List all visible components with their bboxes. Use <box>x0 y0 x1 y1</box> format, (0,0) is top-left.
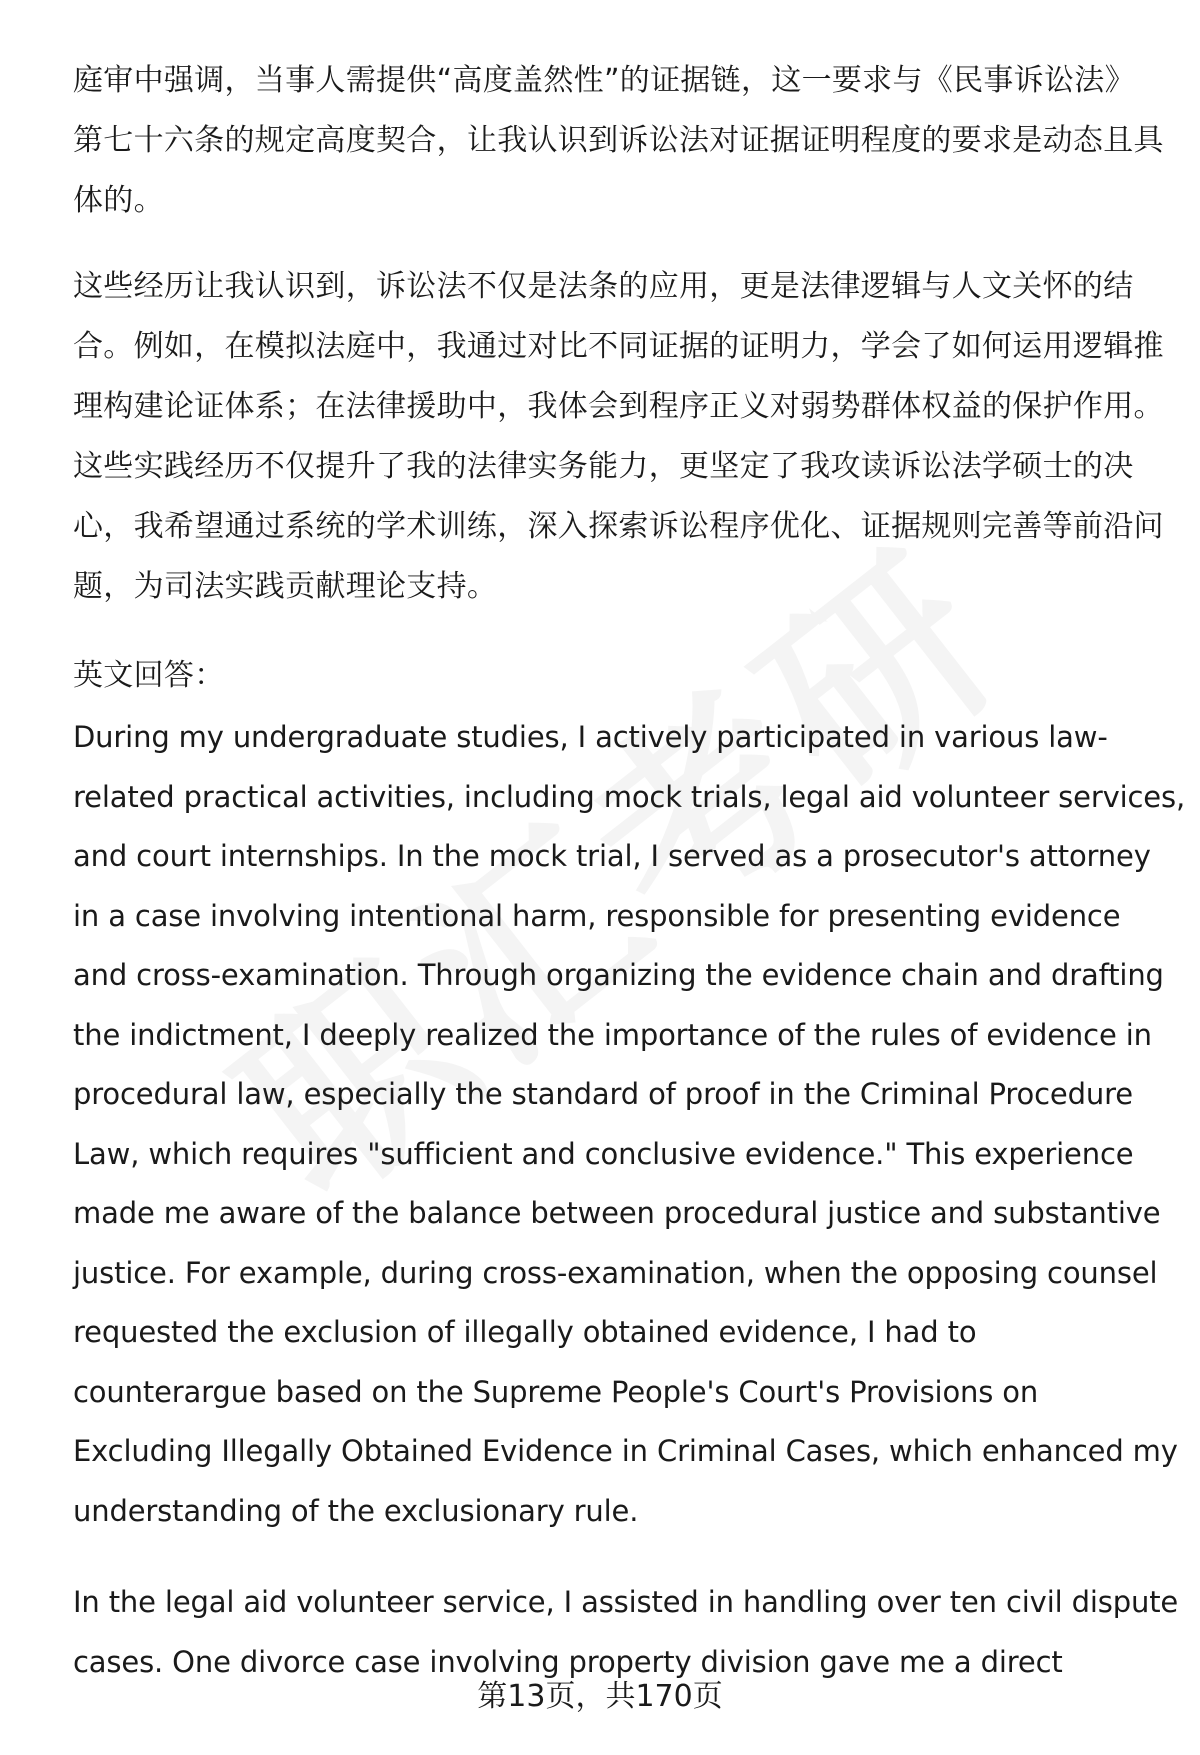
paragraph-chinese-1 <box>73 51 1163 231</box>
text-line: counterargue based on the Supreme People's Court's Provisions on <box>73 1374 1039 1409</box>
text-line: 合。例如，在模拟法庭中，我通过对比不同证据的证明力，学会了如何运用逻辑推 <box>73 329 1164 364</box>
text-line: 这些经历让我认识到，诉讼法不仅是法条的应用，更是法律逻辑与人文关怀的结 <box>73 269 1134 304</box>
text-line: the indictment, I deeply realized the importance of the rules of evidence in <box>73 1017 1152 1052</box>
text-line: 理构建论证体系；在法律援助中，我体会到程序正义对弱势群体权益的保护作用。 <box>73 389 1164 424</box>
text-line: procedural law, especially the standard of proof in the Criminal Procedure <box>73 1077 1133 1111</box>
text-line: 心，我希望通过系统的学术训练，深入探索诉讼程序优化、证据规则完善等前沿问 <box>73 509 1164 544</box>
text-line: cases. One divorce case involving property division gave me a direct <box>73 1644 1063 1679</box>
text-line: Excluding Illegally Obtained Evidence in Criminal Cases, which enhanced my <box>73 1434 1178 1468</box>
page-number-footer: 第13页，共170页 <box>477 1679 723 1714</box>
text-line: justice. For example, during cross-examination, when the opposing counsel <box>73 1255 1158 1290</box>
text-line: 第七十六条的规定高度契合，让我认识到诉讼法对证据证明程度的要求是动态且具 <box>73 123 1164 158</box>
text-line: 这些实践经历不仅提升了我的法律实务能力，更坚定了我攻读诉讼法学硕士的决 <box>73 449 1134 484</box>
text-line: in a case involving intentional harm, responsible for presenting evidence <box>73 898 1121 933</box>
text-line: During my undergraduate studies, I actively participated in various law- <box>73 720 1108 754</box>
paragraph-english-2 <box>73 1573 1179 1692</box>
text-line: 庭审中强调，当事人需提供“高度盖然性”的证据链，这一要求与《民事诉讼法》 <box>73 63 1135 98</box>
text-line: related practical activities, including mock trials, legal aid volunteer services, <box>73 779 1186 814</box>
english-answer-heading <box>73 646 1163 706</box>
paragraph-english-1 <box>73 708 1186 1541</box>
text-line: understanding of the exclusionary rule. <box>73 1493 639 1528</box>
text-line: Law, which requires "sufficient and conclusive evidence." This experience <box>73 1136 1134 1171</box>
text-line: made me aware of the balance between procedural justice and substantive <box>73 1196 1161 1230</box>
text-line: requested the exclusion of illegally obtained evidence, I had to <box>73 1315 977 1349</box>
text-line: 题，为司法实践贡献理论支持。 <box>73 569 498 604</box>
text-line: and court internships. In the mock trial, I served as a prosecutor's attorney <box>73 839 1151 873</box>
paragraph-chinese-2 <box>73 257 1163 617</box>
text-line: In the legal aid volunteer service, I assisted in handling over ten civil dispute <box>73 1585 1179 1619</box>
text-line: 英文回答： <box>73 658 225 693</box>
text-line: and cross-examination. Through organizing the evidence chain and drafting <box>73 958 1164 992</box>
text-line: 体的。 <box>73 183 164 218</box>
